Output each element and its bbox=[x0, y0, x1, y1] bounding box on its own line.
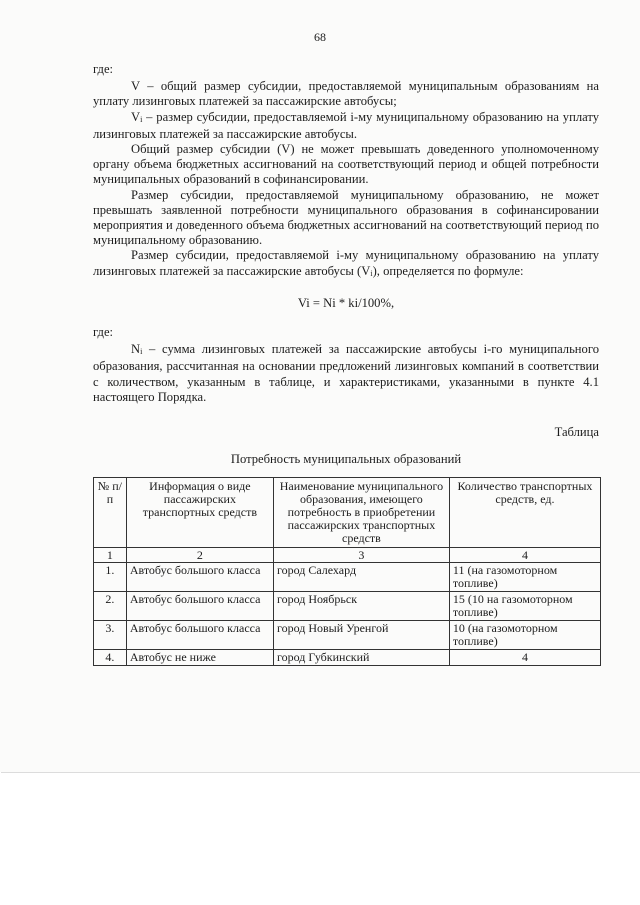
where-label: где: bbox=[93, 62, 114, 76]
municipality: город Новый Уренгой bbox=[273, 621, 449, 650]
column-number: 4 bbox=[449, 548, 600, 563]
column-number: 1 bbox=[94, 548, 127, 563]
header-number: № п/п bbox=[94, 478, 127, 548]
header-municipality: Наименование муниципального образования, имеющего потребность в приобретении пассажирских транспортных средств bbox=[273, 478, 449, 548]
document-body bbox=[93, 62, 599, 666]
vehicle-type: Автобус большого класса bbox=[126, 592, 273, 621]
subscript-i: i bbox=[140, 347, 143, 357]
page-number: 68 bbox=[314, 30, 326, 44]
table-title: Потребность муниципальных образований bbox=[230, 452, 462, 467]
demand-table bbox=[93, 477, 601, 666]
column-number: 2 bbox=[126, 548, 273, 563]
symbol-n: N bbox=[131, 342, 141, 357]
definition-ni bbox=[93, 342, 599, 405]
subscript-i: i bbox=[140, 114, 143, 124]
vehicle-type: Автобус большого класса bbox=[126, 621, 273, 650]
quantity: 11 (на газомоторном топливе) bbox=[449, 563, 600, 592]
quantity: 10 (на газомоторном топливе) bbox=[449, 621, 600, 650]
quantity: 15 (10 на газомоторном топливе) bbox=[449, 592, 600, 621]
definition-ni-text: – сумма лизинговых платежей за пассажирские автобусы i-го муниципального образования, рассчитанная на основании предложений лизинговых компаний в соответствии с количеством, указанным в таблице, и характеристиками, указанными в пункте 4.1 настоящего Порядка. bbox=[93, 342, 599, 404]
definition-vi-text: – размер субсидии, предоставляемой i-му муниципальному образованию на уплату лизинговых платежей за пассажирские автобусы. bbox=[93, 109, 599, 141]
subscript-i: i bbox=[370, 268, 373, 278]
paragraph-total-subsidy: Общий размер субсидии (V) не может превышать доведенного уполномоченному органу объема бюджетных ассигнований на соответствующий период и общей потребности муниципальных образований в софинансировании. bbox=[93, 142, 599, 187]
header-quantity: Количество транспортных средств, ед. bbox=[449, 478, 600, 548]
municipality: город Салехард bbox=[273, 563, 449, 592]
table-row bbox=[94, 563, 601, 592]
header-vehicle-type: Информация о виде пассажирских транспортных средств bbox=[126, 478, 273, 548]
formula-intro-tail: ), определяется по формуле: bbox=[372, 263, 524, 278]
table-row bbox=[94, 650, 601, 666]
where-label-2: где: bbox=[93, 325, 114, 340]
paragraph-subsidy-limit: Размер субсидии, предоставляемой муниципальному образованию, не может превышать заявленной потребности муниципального образования в софинансировании мероприятия и доведенного объема бюджетных ассигнований на соответствующий период по муниципальному образованию. bbox=[93, 187, 599, 248]
table-header-row bbox=[94, 478, 601, 548]
paragraph-formula-intro bbox=[93, 248, 599, 280]
row-number: 2. bbox=[94, 592, 127, 621]
vehicle-type: Автобус большого класса bbox=[126, 563, 273, 592]
column-number-row bbox=[94, 548, 601, 563]
vehicle-type: Автобус не ниже bbox=[126, 650, 273, 666]
table-label: Таблица bbox=[554, 425, 599, 440]
row-number: 1. bbox=[94, 563, 127, 592]
quantity: 4 bbox=[449, 650, 600, 666]
row-number: 3. bbox=[94, 621, 127, 650]
formula: Vi = Ni * ki/100%, bbox=[297, 295, 395, 310]
definition-vi bbox=[93, 110, 599, 142]
municipality: город Ноябрьск bbox=[273, 592, 449, 621]
symbol-v: V bbox=[131, 109, 141, 124]
formula-intro-text: Размер субсидии, предоставляемой i-му муниципальному образованию на уплату лизинговых платежей за пассажирские автобусы (V bbox=[93, 248, 599, 278]
definition-v: V – общий размер субсидии, предоставляемой муниципальным образованиям на уплату лизинговых платежей за пассажирские автобусы; bbox=[93, 79, 599, 109]
table-row bbox=[94, 621, 601, 650]
municipality: город Губкинский bbox=[273, 650, 449, 666]
column-number: 3 bbox=[273, 548, 449, 563]
row-number: 4. bbox=[94, 650, 127, 666]
table-row bbox=[94, 592, 601, 621]
